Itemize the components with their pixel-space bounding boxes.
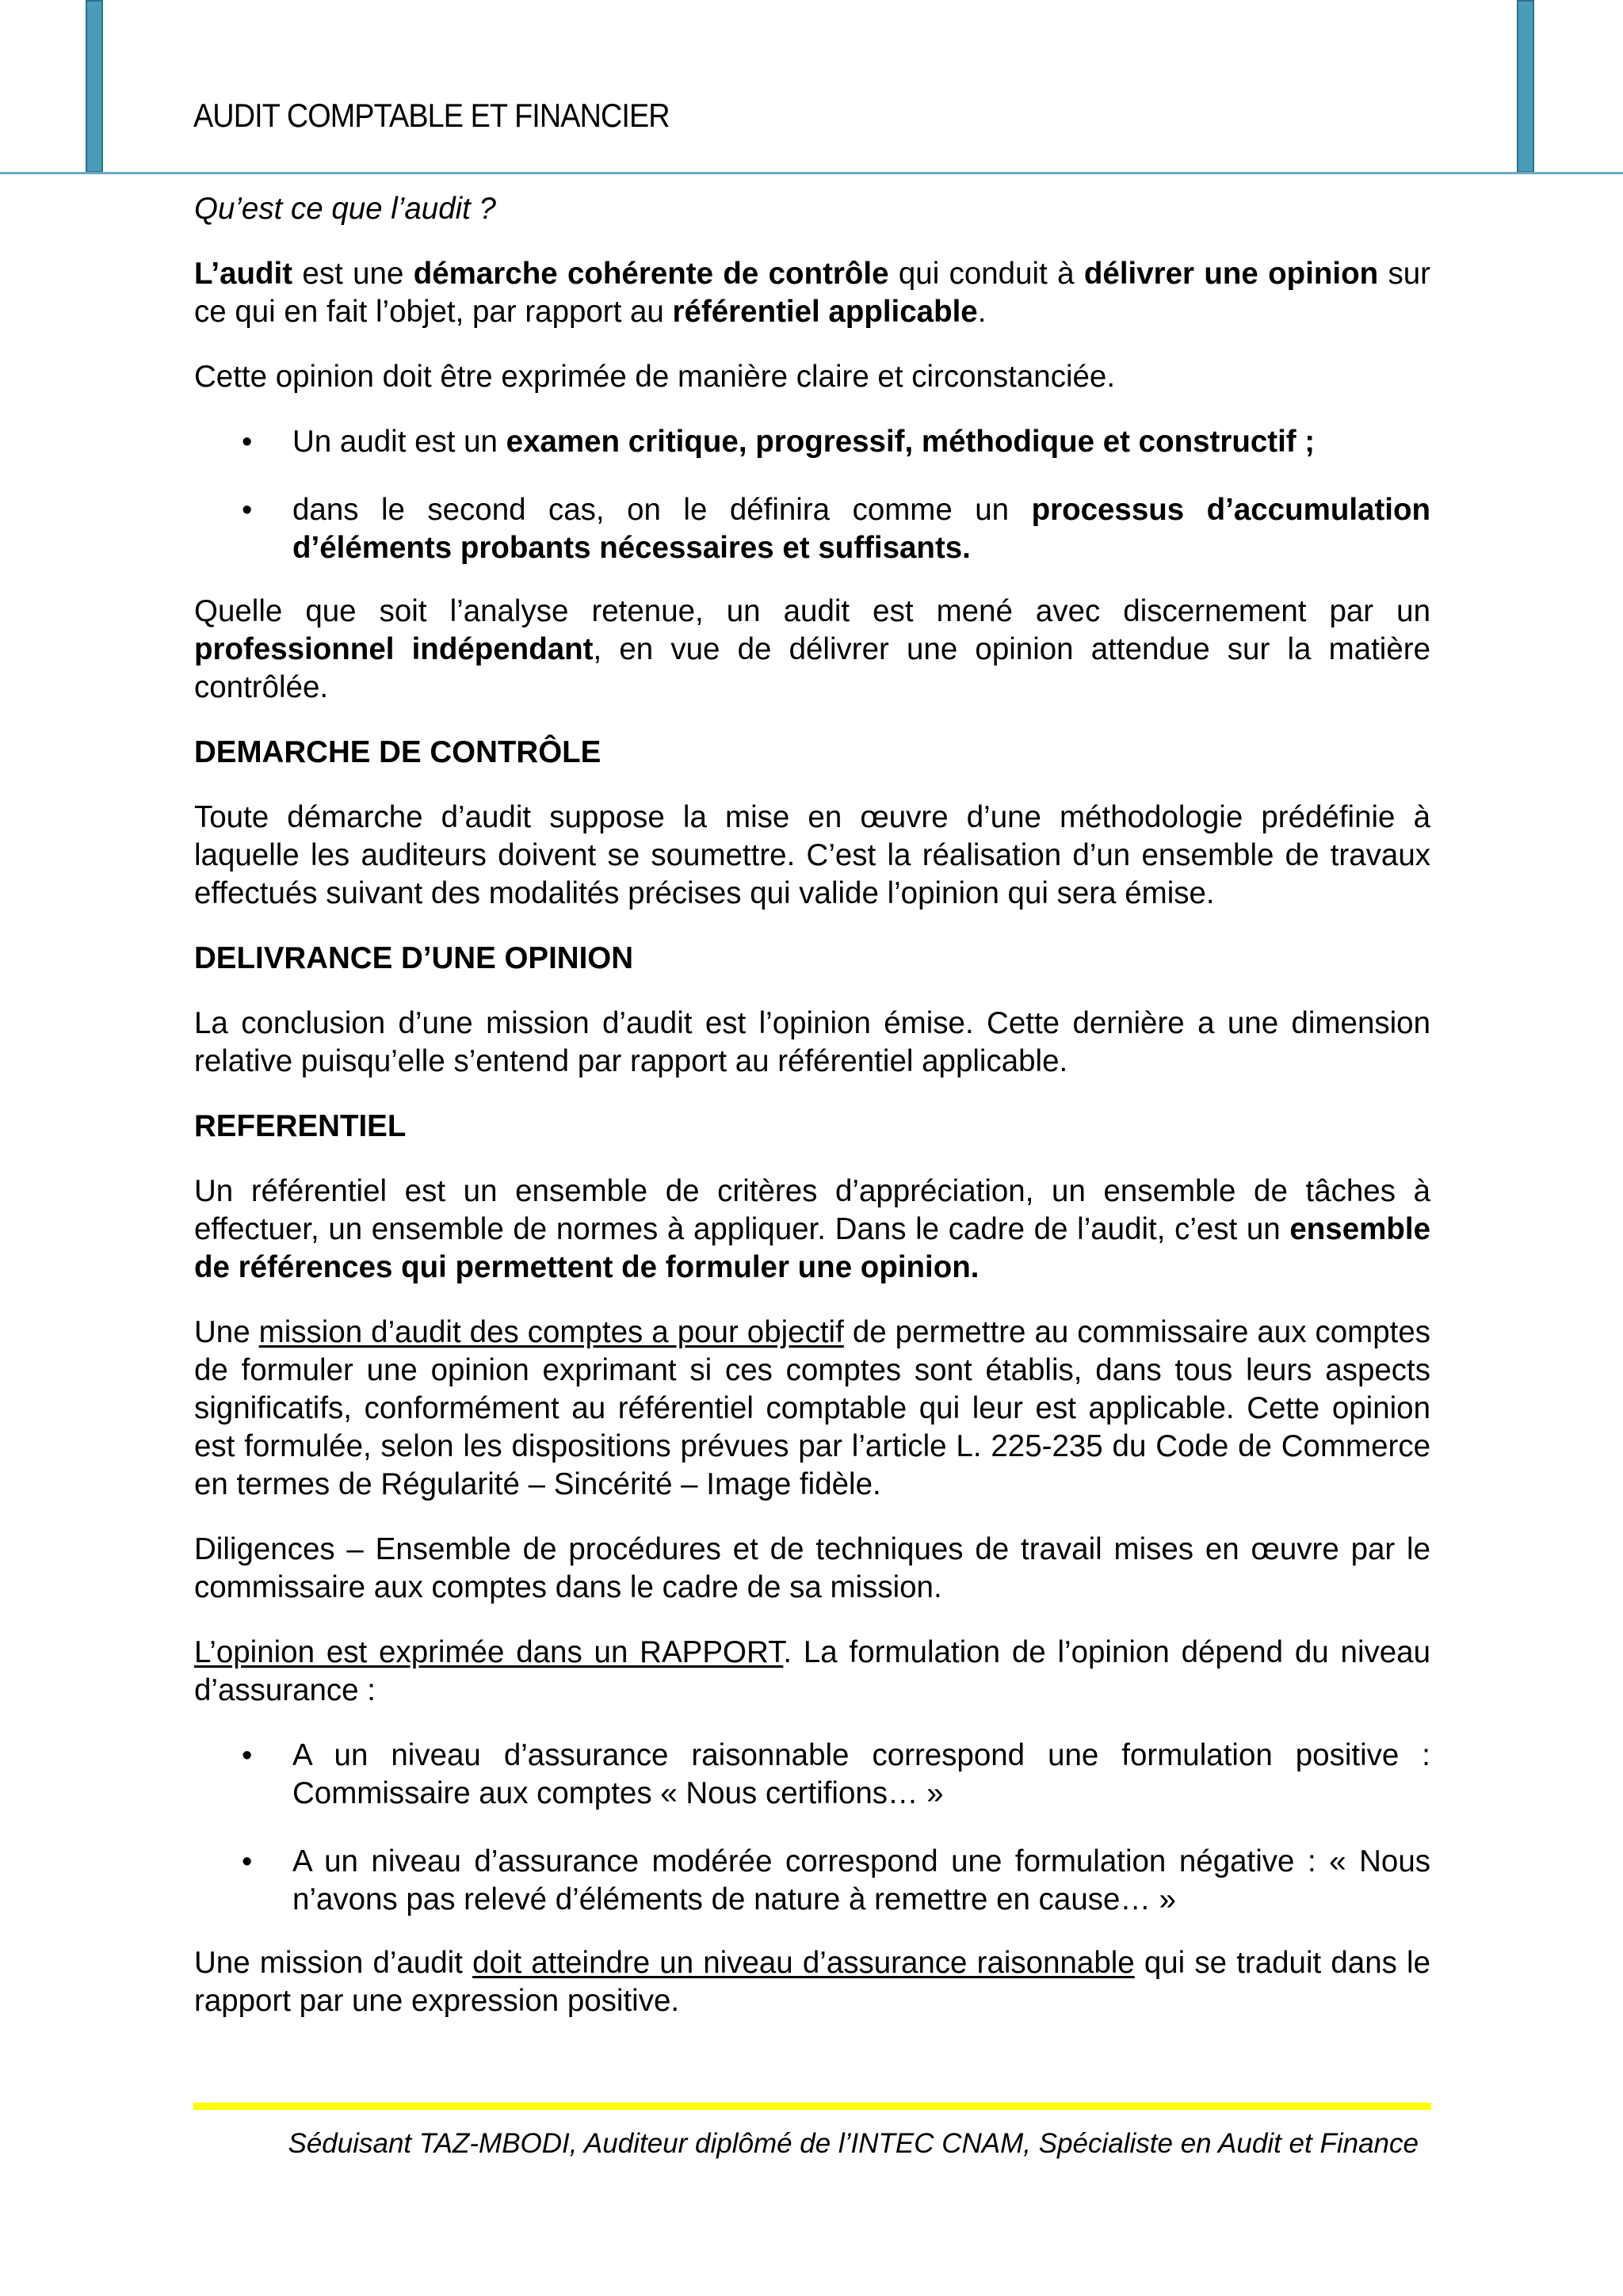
header-title: AUDIT COMPTABLE ET FINANCIER (193, 97, 670, 134)
list-item (292, 423, 1430, 461)
document-body (194, 190, 1430, 2047)
footer-rule (193, 2103, 1431, 2110)
text-run: Une mission d’audit (194, 1946, 473, 1980)
text-run: Quelle que soit l’analyse retenue, un audit est mené avec discernement par un (194, 594, 1430, 628)
underlined-assurance: doit atteindre un niveau d’assurance raisonnable (472, 1946, 1135, 1980)
term-processus: processus d’accumulation d’éléments probants nécessaires et suffisants. (292, 493, 1431, 565)
term-opinion: délivrer une opinion (1083, 257, 1379, 291)
underlined-rapport: L’opinion est exprimée dans un RAPPORT (194, 1635, 784, 1669)
text-run: Un audit est un (292, 425, 506, 459)
paragraph-analysis (194, 593, 1430, 707)
text-run: sur ce qui en fait l’objet, par rapport au (194, 257, 1430, 329)
text-run: est une (292, 257, 414, 291)
heading-delivrance: DELIVRANCE D’UNE OPINION (194, 941, 634, 975)
header-right-bar (1517, 0, 1534, 173)
text-run: . (977, 295, 987, 329)
term-audit: L’audit (194, 257, 293, 291)
text-run: Une (194, 1315, 259, 1349)
paragraph-mission (194, 1314, 1430, 1504)
heading-referentiel: REFERENTIEL (194, 1109, 407, 1143)
term-referentiel: référentiel applicable (672, 295, 978, 329)
list-item: • A un niveau d’assurance modérée correspond une formulation négative : « Nous n’avons pas relevé d’éléments de nature à remettre en cause… » (292, 1843, 1430, 1919)
paragraph-definition (194, 255, 1430, 331)
term-examen: examen critique, progressif, méthodique et constructif ; (506, 425, 1316, 459)
paragraph-opinion-clarity: Cette opinion doit être exprimée de manière claire et circonstanciée. (194, 360, 1116, 394)
paragraph-delivrance: La conclusion d’une mission d’audit est l’opinion émise. Cette dernière a une dimension relative puisqu’elle s’entend par rapport au référentiel applicable. (194, 1006, 1430, 1078)
text-run: , en vue de délivrer une opinion attendue sur la matière contrôlée. (194, 632, 1430, 704)
header-rule (0, 172, 1623, 174)
bullet-list-assurance (194, 1737, 1430, 1919)
text-run: qui conduit à (888, 257, 1084, 291)
paragraph-conclusion (194, 1944, 1430, 2020)
text-run: qui se traduit dans le rapport par une expression positive. (194, 1946, 1430, 2018)
text-run: de permettre au commissaire aux comptes de formuler une opinion exprimant si ces comptes sont établis, dans tous leurs aspects significatifs, conformément au référentiel comptable qui leur est applicable. Cette opinion est formulée, selon les dispositions prévues par l’article L. 225-235 du Code de Commerce en termes de Régularité – Sincérité – Image fidèle. (194, 1315, 1430, 1501)
header-left-bar (86, 0, 103, 173)
term-references: ensemble de références qui permettent de formuler une opinion. (194, 1212, 1430, 1284)
paragraph-referentiel (194, 1173, 1430, 1287)
paragraph-diligences: Diligences – Ensemble de procédures et de techniques de travail mises en œuvre par le commissaire aux comptes dans le cadre de sa mission. (194, 1532, 1430, 1604)
list-item (292, 491, 1430, 567)
text-run: Un référentiel est un ensemble de critères d’appréciation, un ensemble de tâches à effectuer, un ensemble de normes à appliquer. Dans le cadre de l’audit, c’est un (194, 1174, 1430, 1246)
footer-author: Séduisant TAZ-MBODI, Auditeur diplômé de l’INTEC CNAM, Spécialiste en Audit et Finance (288, 2128, 1419, 2159)
intro-question: Qu’est ce que l’audit ? (194, 192, 496, 226)
paragraph-demarche: Toute démarche d’audit suppose la mise en œuvre d’une méthodologie prédéfinie à laquelle les auditeurs doivent se soumettre. C’est la réalisation d’un ensemble de travaux effectués suivant des modalités précises qui valide l’opinion qui sera émise. (194, 800, 1430, 910)
paragraph-rapport (194, 1634, 1430, 1710)
term-professionnel: professionnel indépendant (194, 632, 594, 666)
text-run: . La formulation de l’opinion dépend du niveau d’assurance : (194, 1635, 1430, 1707)
text-run: dans le second cas, on le définira comme un (292, 493, 1032, 527)
list-item: • A un niveau d’assurance raisonnable correspond une formulation positive : Commissaire aux comptes « Nous certifions… » (292, 1737, 1430, 1813)
heading-demarche: DEMARCHE DE CONTRÔLE (194, 735, 601, 769)
bullet-list-definitions (194, 423, 1430, 567)
underlined-mission: mission d’audit des comptes a pour objectif (258, 1315, 844, 1349)
term-demarche: démarche cohérente de contrôle (413, 257, 889, 291)
